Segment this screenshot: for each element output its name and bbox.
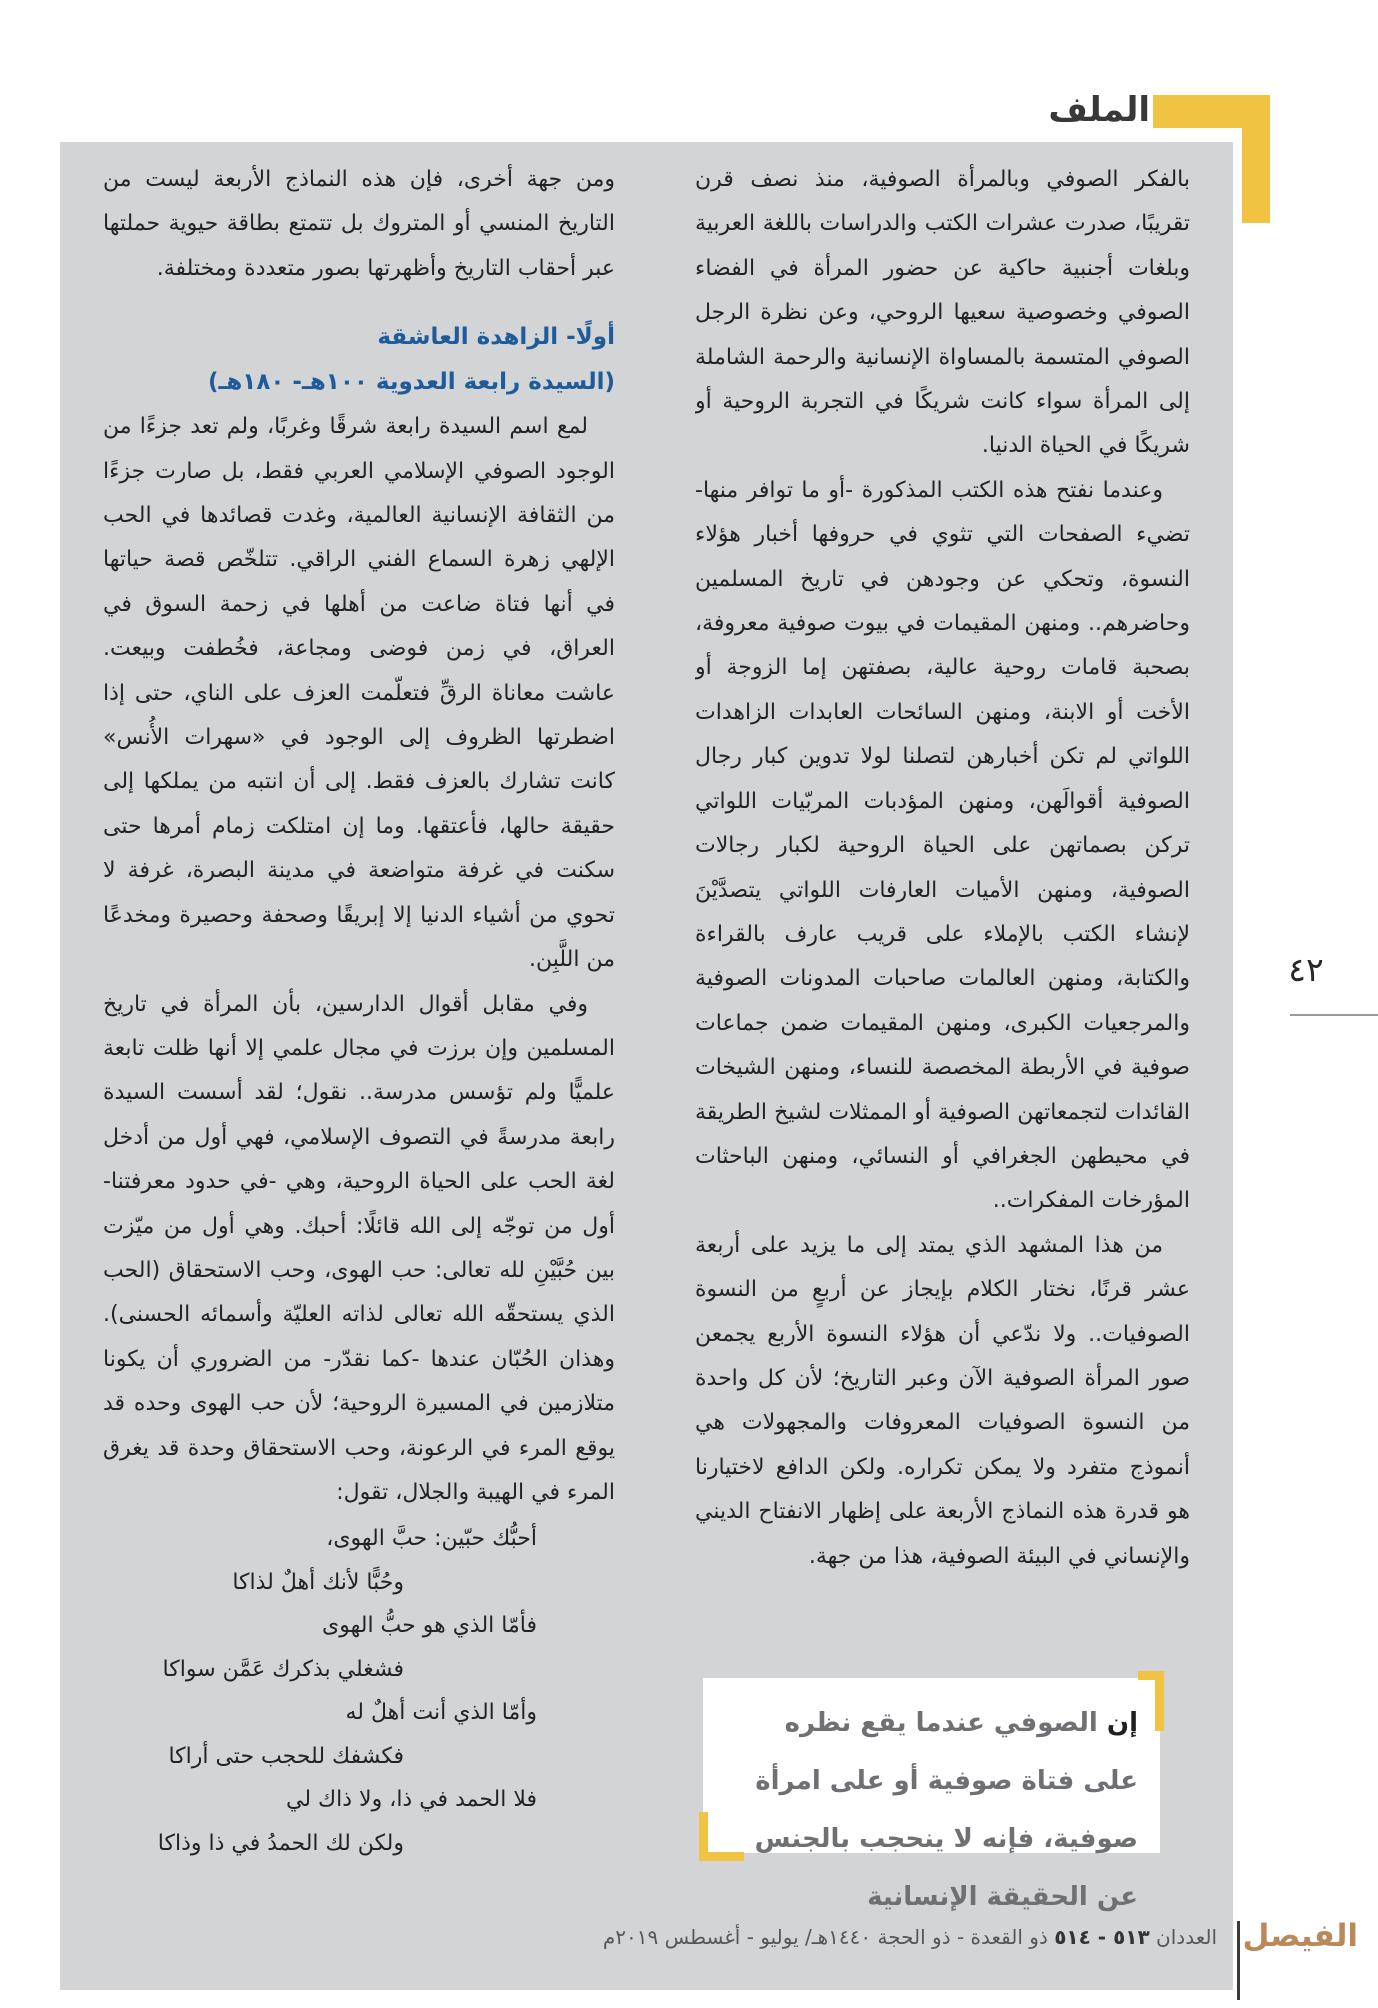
poem-verse: وأمّا الذي أنت أهلٌ له — [345, 1700, 537, 1726]
quote-corner-accent-bottom-left-h — [699, 1852, 744, 1861]
subsection-heading-subtitle: (السيدة رابعة العدوية ١٠٠هـ- ١٨٠هـ) — [207, 369, 615, 396]
poem-verse: وحُبًّا لأنك أهلٌ لذاكا — [232, 1569, 404, 1595]
pull-quote — [703, 1678, 1160, 1912]
column-right — [695, 158, 1190, 1638]
quote-corner-accent-top-right-v — [1155, 1671, 1164, 1731]
page-number: ٤٢ — [1288, 950, 1324, 989]
footer-issue-info — [603, 1925, 1217, 1949]
poem-verse: ولكن لك الحمدُ في ذا وذاكا — [157, 1830, 404, 1856]
footer-date: ذو القعدة - ذو الحجة ١٤٤٠هـ/ يوليو - أغسطس ٢٠١٩م — [602, 1925, 1048, 1949]
body-paragraph: ومن جهة أخرى، فإن هذه النماذج الأربعة ليست من التاريخ المنسي أو المتروك بل تتمتع بطاقة حيوية حملتها عبر أحقاب التاريخ وأظهرتها بصور متعددة ومختلفة. — [103, 167, 615, 281]
footer-issue-numbers: ٥١٣ - ٥١٤ — [1054, 1925, 1150, 1949]
footer-divider — [1237, 1921, 1240, 2000]
pull-quote-text: الصوفي عندما يقع نظره على فتاة صوفية أو على امرأة صوفية، فإنه لا ينحجب بالجنس عن الحقيقة الإنسانية — [754, 1708, 1138, 1912]
magazine-logo: الفيصل — [1242, 1918, 1358, 1954]
poem-verse: فلا الحمد في ذا، ولا ذاك لي — [285, 1787, 537, 1813]
body-paragraph: وعندما نفتح هذه الكتب المذكورة -أو ما توافر منها- تضيء الصفحات التي تثوي في حروفها أخبار هؤلاء النسوة، وتحكي عن وجودهن في تاريخ المسلمين وحاضرهم.. ومنهن المقيمات في بيوت صوفية معروفة، بصحبة قامات روحية عالية، بصفتهن إما الزوجة أو الأخت أو الابنة، ومنهن السائحات العابدات الزاهدات اللواتي لم تكن أخبارهن لتصلنا لولا تدوين كبار رجال الصوفية أقوالَهن، ومنهن المؤدبات المربّيات اللواتي تركن بصماتهن على الحياة الروحية لكبار رجالات الصوفية، ومنهن الأميات العارفات اللواتي يتصدَّيْنَ لإنشاء الكتب بالإملاء على قريب عارف بالقراءة والكتابة، ومنهن العالمات صاحبات المدونات الصوفية والمرجعيات الكبرى، ومنهن المقيمات ضمن جماعات صوفية في الأربطة المخصصة للنساء، ومنهن الشيخات القائدات لتجمعاتهن الصوفية أو الممثلات لشيخ الطريقة في محيطهن الجغرافي أو النسائي، ومنهن الباحثات المؤرخات المفكرات.. — [695, 477, 1190, 1214]
pull-quote-lead: إن — [1106, 1708, 1138, 1738]
poem-verse: فشغلي بذكرك عَمَّن سواكا — [162, 1656, 404, 1682]
body-paragraph: من هذا المشهد الذي يمتد إلى ما يزيد على أربعة عشر قرنًا، نختار الكلام بإيجاز عن أربعٍ من النسوة الصوفيات.. ولا ندّعي أن هؤلاء النسوة الأربع يجمعن صور المرأة الصوفية الآن وعبر التاريخ؛ لأن كل واحدة من النسوة الصوفيات المعروفات والمجهولات هي أنموذج متفرد ولا يمكن تكراره. ولكن الدافع لاختيارنا هو قدرة هذه النماذج الأربعة على إظهار الانفتاح الديني والإنساني في البيئة الصوفية، هذا من جهة. — [695, 1232, 1190, 1569]
poem-verse: فكشفك للحجب حتى أراكا — [168, 1743, 404, 1769]
poem — [103, 1517, 615, 1865]
section-label: الملف — [1048, 90, 1150, 130]
footer-issues-label: العددان — [1156, 1925, 1217, 1949]
poem-verse: أحبُّك حبّين: حبَّ الهوى، — [326, 1526, 537, 1552]
body-paragraph: لمع اسم السيدة رابعة شرقًا وغربًا، ولم تعد جزءًا من الوجود الصوفي الإسلامي العربي فقط، بل صارت جزءًا من الثقافة الإنسانية العالمية، وغدت قصائدها في الحب الإلهي زهرة السماع الفني الراقي. تتلخّص قصة حياتها في أنها فتاة ضاعت من أهلها في زحمة السوق في العراق، في زمن فوضى ومجاعة، فخُطفت وبيعت. عاشت معاناة الرقِّ فتعلّمت العزف على الناي، حتى إذا اضطرتها الظروف إلى الوجود في «سهرات الأُنس» كانت تشارك بالعزف فقط. إلى أن انتبه من يملكها إلى حقيقة حالها، فأعتقها. وما إن امتلكت زمام أمرها حتى سكنت في غرفة متواضعة في مدينة البصرة، غرفة لا تحوي من أشياء الدنيا إلا إبريقًا وصحفة وحصيرة ومخدعًا من اللَّبِن. — [103, 414, 615, 973]
subsection-heading-title: أولًا- الزاهدة العاشقة — [377, 324, 615, 351]
body-paragraph: بالفكر الصوفي وبالمرأة الصوفية، منذ نصف قرن تقريبًا، صدرت عشرات الكتب والدراسات باللغة العربية وبلغات أجنبية حاكية عن حضور المرأة في الفضاء الصوفي وخصوصية سعيها الروحي، وعن نظرة الرجل الصوفي المتسمة بالمساواة الإنسانية والرحمة الشاملة إلى المرأة سواء كانت شريكًا في التجربة الروحية أو شريكًا في الحياة الدنيا. — [695, 167, 1190, 459]
body-paragraph: وفي مقابل أقوال الدارسين، بأن المرأة في تاريخ المسلمين وإن برزت في مجال علمي إلا أنها ظلت تابعة علميًّا ولم تؤسس مدرسة.. نقول؛ لقد أسست السيدة رابعة مدرسةً في التصوف الإسلامي، فهي أول من أدخل لغة الحب على الحياة الروحية، وهي -في حدود معرفتنا- أول من توجّه إلى الله قائلًا: أحبك. وهي أول من ميّزت بين حُبَّيْنِ لله تعالى: حب الهوى، وحب الاستحقاق (الحب الذي يستحقّه الله تعالى لذاته العليّة وأسمائه الحسنى). وهذان الحُبّان عندها -كما نقدّر- من الضروري أن يكونا متلازمين في المسيرة الروحية؛ لأن حب الهوى وحده قد يوقع المرء في الرعونة، وحب الاستحقاق وحدة قد يغرق المرء في الهيبة والجلال، تقول: — [103, 991, 615, 1505]
header-corner-accent-vertical — [1242, 95, 1270, 223]
page-number-rule — [1290, 1014, 1378, 1016]
poem-verse: فأمّا الذي هو حبُّ الهوى — [322, 1613, 537, 1639]
column-left — [103, 158, 615, 1990]
